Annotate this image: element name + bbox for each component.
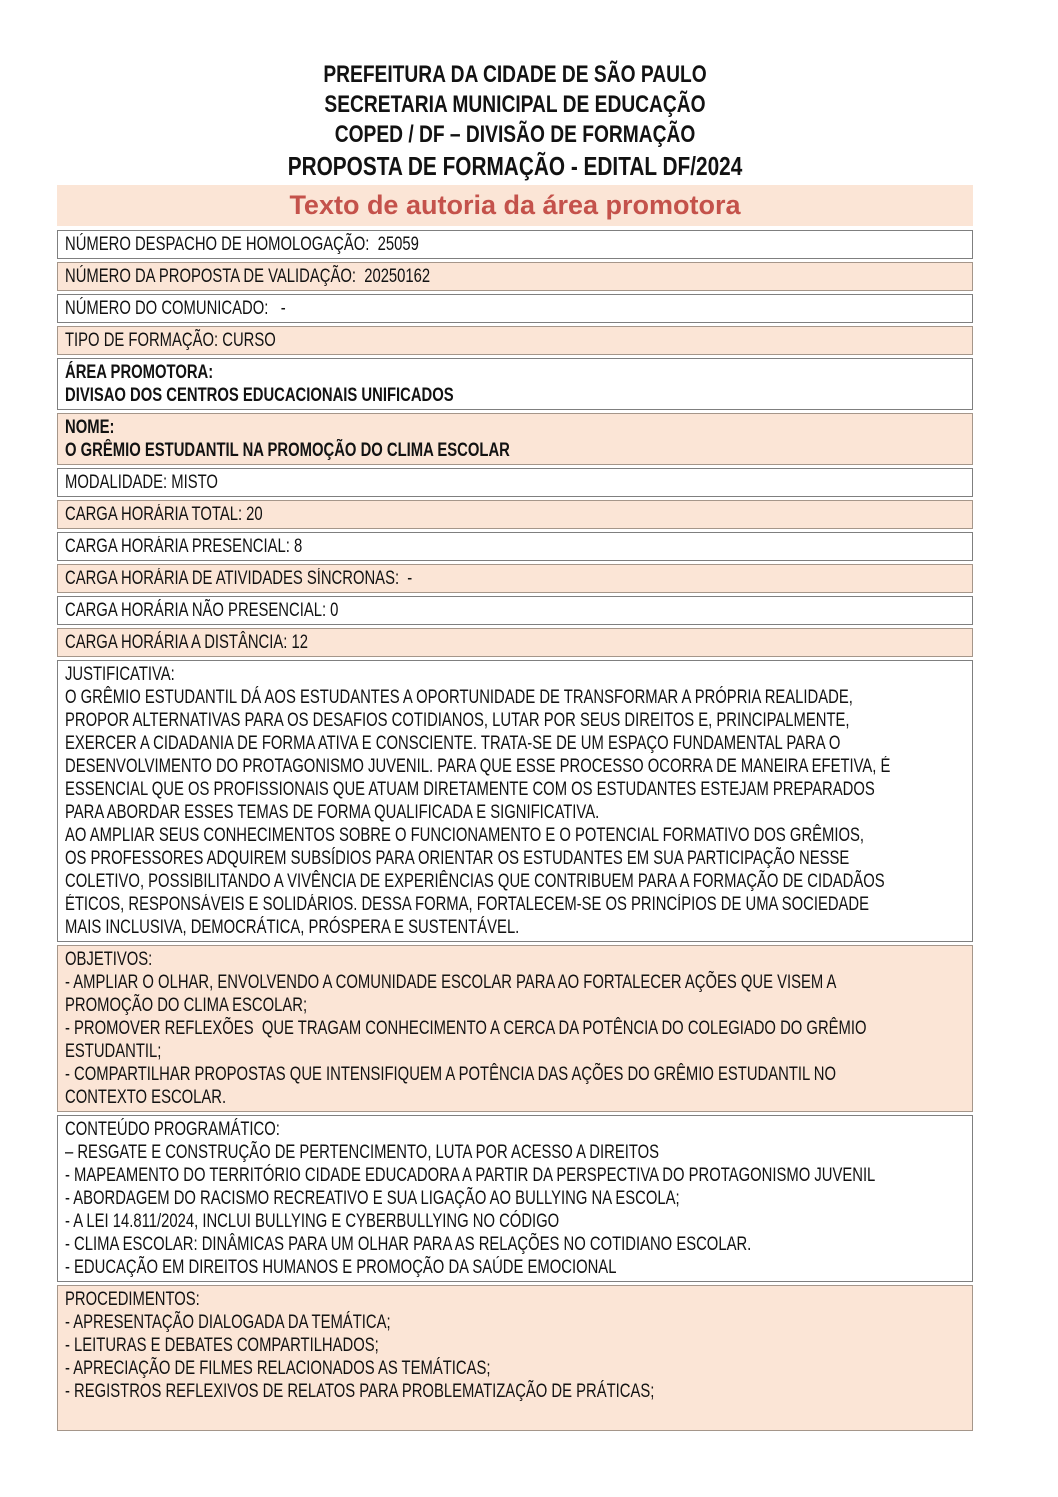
row-line: COLETIVO, POSSIBILITANDO A VIVÊNCIA DE EXPERIÊNCIAS QUE CONTRIBUEM PARA A FORMAÇÃO DE CIDADÃOS bbox=[65, 871, 885, 892]
row-line: - PROMOVER REFLEXÕES QUE TRAGAM CONHECIMENTO A CERCA DA POTÊNCIA DO COLEGIADO DO GRÊMIO bbox=[65, 1018, 867, 1039]
row-line: - AMPLIAR O OLHAR, ENVOLVENDO A COMUNIDADE ESCOLAR PARA AO FORTALECER AÇÕES QUE VISEM A bbox=[65, 972, 837, 993]
row-line: - CLIMA ESCOLAR: DINÂMICAS PARA UM OLHAR PARA AS RELAÇÕES NO COTIDIANO ESCOLAR. bbox=[65, 1234, 752, 1255]
row-line: DESENVOLVIMENTO DO PROTAGONISMO JUVENIL. PARA QUE ESSE PROCESSO OCORRA DE MANEIRA EFETIVA, É bbox=[65, 756, 891, 777]
row-line: - A LEI 14.811/2024, INCLUI BULLYING E CYBERBULLYING NO CÓDIGO bbox=[65, 1211, 560, 1232]
row-line: TIPO DE FORMAÇÃO: CURSO bbox=[65, 330, 276, 351]
row-line: - APRESENTAÇÃO DIALOGADA DA TEMÁTICA; bbox=[65, 1312, 391, 1333]
row-line: - EDUCAÇÃO EM DIREITOS HUMANOS E PROMOÇÃO DA SAÚDE EMOCIONAL bbox=[65, 1257, 617, 1278]
row-carga-horaria-sincronas bbox=[57, 564, 973, 593]
row-nome bbox=[57, 413, 973, 465]
row-line: OS PROFESSORES ADQUIREM SUBSÍDIOS PARA ORIENTAR OS ESTUDANTES EM SUA PARTICIPAÇÃO NESSE bbox=[65, 848, 850, 869]
row-line: PROCEDIMENTOS: bbox=[65, 1289, 200, 1310]
row-line: MAIS INCLUSIVA, DEMOCRÁTICA, PRÓSPERA E SUSTENTÁVEL. bbox=[65, 917, 520, 938]
row-line: EXERCER A CIDADANIA DE FORMA ATIVA E CONSCIENTE. TRATA-SE DE UM ESPAÇO FUNDAMENTAL PARA O bbox=[65, 733, 841, 754]
row-line: O GRÊMIO ESTUDANTIL NA PROMOÇÃO DO CLIMA ESCOLAR bbox=[65, 440, 510, 461]
header-line-coped: COPED / DF – DIVISÃO DE FORMAÇÃO bbox=[334, 121, 696, 148]
row-carga-horaria-presencial bbox=[57, 532, 973, 561]
row-line: NÚMERO DESPACHO DE HOMOLOGAÇÃO: 25059 bbox=[65, 234, 419, 255]
row-line: CARGA HORÁRIA A DISTÂNCIA: 12 bbox=[65, 632, 308, 653]
section-procedimentos bbox=[57, 1285, 973, 1431]
row-line: CARGA HORÁRIA NÃO PRESENCIAL: 0 bbox=[65, 600, 339, 621]
section-justificativa bbox=[57, 660, 973, 942]
row-line: - COMPARTILHAR PROPOSTAS QUE INTENSIFIQUEM A POTÊNCIA DAS AÇÕES DO GRÊMIO ESTUDANTIL NO bbox=[65, 1064, 837, 1085]
header-line-prefeitura: PREFEITURA DA CIDADE DE SÃO PAULO bbox=[323, 61, 707, 88]
row-line: OBJETIVOS: bbox=[65, 949, 153, 970]
row-line: MODALIDADE: MISTO bbox=[65, 472, 218, 493]
row-numero-proposta-validacao bbox=[57, 262, 973, 291]
row-line: JUSTIFICATIVA: bbox=[65, 664, 175, 685]
authorship-banner: Texto de autoria da área promotora bbox=[57, 185, 973, 226]
row-numero-comunicado bbox=[57, 294, 973, 323]
row-line: NÚMERO DO COMUNICADO: - bbox=[65, 298, 286, 319]
form-rows bbox=[57, 230, 973, 1431]
row-line: NOME: bbox=[65, 417, 115, 438]
row-modalidade bbox=[57, 468, 973, 497]
row-area-promotora bbox=[57, 358, 973, 410]
row-line: DIVISAO DOS CENTROS EDUCACIONAIS UNIFICADOS bbox=[65, 385, 454, 406]
row-line: CONTEXTO ESCOLAR. bbox=[65, 1087, 227, 1108]
row-line: PROMOÇÃO DO CLIMA ESCOLAR; bbox=[65, 995, 308, 1016]
row-carga-horaria-nao-presencial bbox=[57, 596, 973, 625]
row-line: PROPOR ALTERNATIVAS PARA OS DESAFIOS COTIDIANOS, LUTAR POR SEUS DIREITOS E, PRINCIPALMENTE, bbox=[65, 710, 850, 731]
row-line: - ABORDAGEM DO RACISMO RECREATIVO E SUA LIGAÇÃO AO BULLYING NA ESCOLA; bbox=[65, 1188, 680, 1209]
row-line: CARGA HORÁRIA TOTAL: 20 bbox=[65, 504, 263, 525]
row-carga-horaria-distancia bbox=[57, 628, 973, 657]
row-line: ÁREA PROMOTORA: bbox=[65, 362, 214, 383]
row-line: - REGISTROS REFLEXIVOS DE RELATOS PARA PROBLEMATIZAÇÃO DE PRÁTICAS; bbox=[65, 1381, 655, 1402]
row-line: NÚMERO DA PROPOSTA DE VALIDAÇÃO: 20250162 bbox=[65, 266, 431, 287]
row-line: PARA ABORDAR ESSES TEMAS DE FORMA QUALIFICADA E SIGNIFICATIVA. bbox=[65, 802, 600, 823]
row-line: ESSENCIAL QUE OS PROFISSIONAIS QUE ATUAM DIRETAMENTE COM OS ESTUDANTES ESTEJAM PREPARADOS bbox=[65, 779, 875, 800]
row-tipo-formacao bbox=[57, 326, 973, 355]
section-objetivos bbox=[57, 945, 973, 1112]
header-line-secretaria: SECRETARIA MUNICIPAL DE EDUCAÇÃO bbox=[324, 91, 706, 118]
row-line: CARGA HORÁRIA DE ATIVIDADES SÍNCRONAS: - bbox=[65, 568, 413, 589]
row-numero-despacho-homologacao bbox=[57, 230, 973, 259]
row-carga-horaria-total bbox=[57, 500, 973, 529]
row-line: ESTUDANTIL; bbox=[65, 1041, 162, 1062]
row-line: ÉTICOS, RESPONSÁVEIS E SOLIDÁRIOS. DESSA FORMA, FORTALECEM-SE OS PRINCÍPIOS DE UMA SOCIEDADE bbox=[65, 894, 870, 915]
row-line: CONTEÚDO PROGRAMÁTICO: bbox=[65, 1119, 280, 1140]
row-line: O GRÊMIO ESTUDANTIL DÁ AOS ESTUDANTES A OPORTUNIDADE DE TRANSFORMAR A PRÓPRIA REALIDADE, bbox=[65, 687, 853, 708]
header-line-proposta: PROPOSTA DE FORMAÇÃO - EDITAL DF/2024 bbox=[287, 151, 743, 181]
row-line: AO AMPLIAR SEUS CONHECIMENTOS SOBRE O FUNCIONAMENTO E O POTENCIAL FORMATIVO DOS GRÊMIOS, bbox=[65, 825, 865, 846]
row-line: CARGA HORÁRIA PRESENCIAL: 8 bbox=[65, 536, 303, 557]
row-line: - LEITURAS E DEBATES COMPARTILHADOS; bbox=[65, 1335, 379, 1356]
row-line: - APRECIAÇÃO DE FILMES RELACIONADOS AS TEMÁTICAS; bbox=[65, 1358, 491, 1379]
row-line: - MAPEAMENTO DO TERRITÓRIO CIDADE EDUCADORA A PARTIR DA PERSPECTIVA DO PROTAGONISMO JUVENIL bbox=[65, 1165, 876, 1186]
section-conteudo-programatico bbox=[57, 1115, 973, 1282]
row-line: – RESGATE E CONSTRUÇÃO DE PERTENCIMENTO, LUTA POR ACESSO A DIREITOS bbox=[65, 1142, 660, 1163]
document-header bbox=[57, 60, 973, 183]
